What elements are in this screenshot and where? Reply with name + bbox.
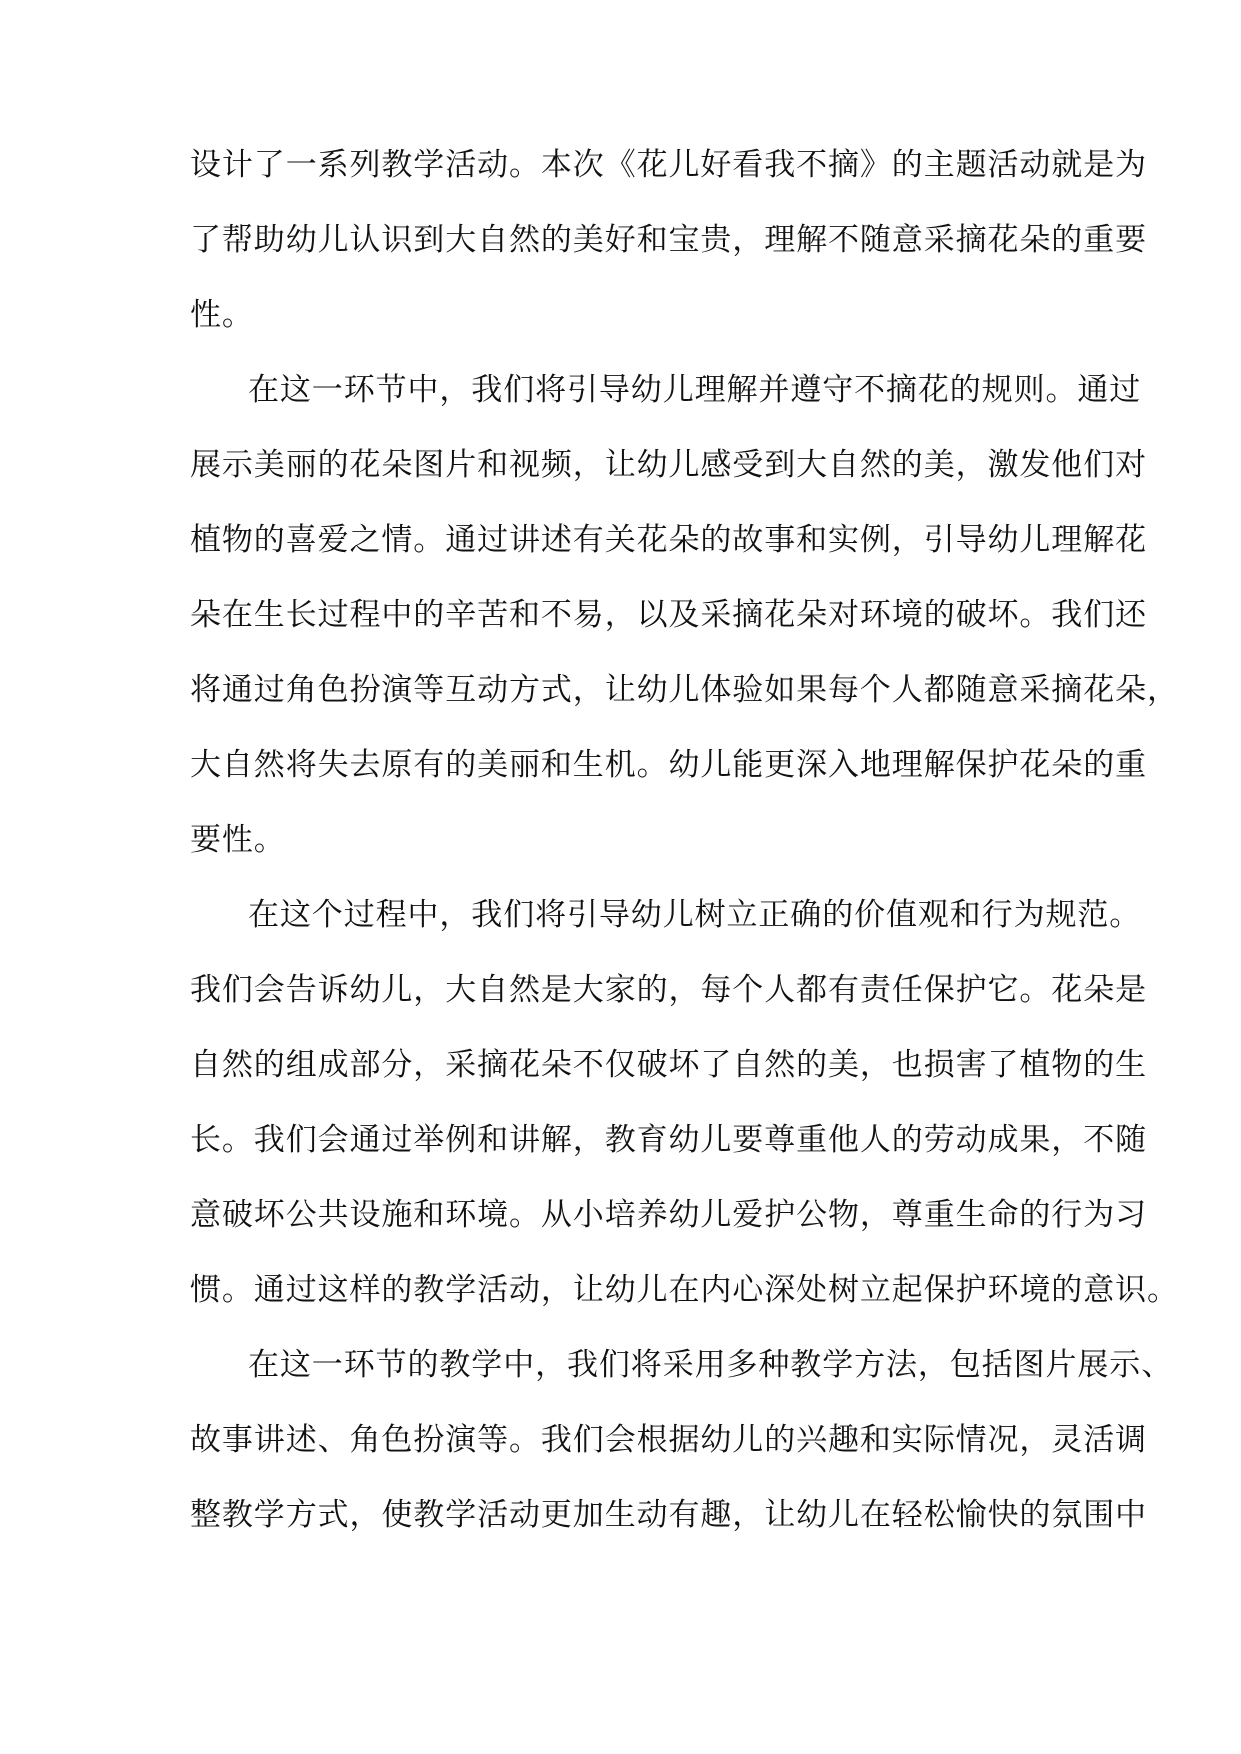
paragraph-first-line: 在这个过程中，我们将引导幼儿树立正确的价值观和行为规范。	[248, 897, 1142, 933]
text-line: 性。	[190, 297, 254, 333]
paragraph-first-line: 在这一环节的教学中，我们将采用多种教学方法，包括图片展示、	[248, 1347, 1174, 1383]
text-line: 展示美丽的花朵图片和视频，让幼儿感受到大自然的美，激发他们对	[190, 447, 1147, 483]
text-line: 整教学方式，使教学活动更加生动有趣，让幼儿在轻松愉快的氛围中	[190, 1497, 1147, 1533]
text-line: 了帮助幼儿认识到大自然的美好和宝贵，理解不随意采摘花朵的重要	[190, 222, 1147, 258]
text-line: 故事讲述、角色扮演等。我们会根据幼儿的兴趣和实际情况，灵活调	[190, 1422, 1147, 1458]
text-line: 惯。通过这样的教学活动，让幼儿在内心深处树立起保护环境的意识。	[190, 1272, 1179, 1308]
text-line: 朵在生长过程中的辛苦和不易，以及采摘花朵对环境的破坏。我们还	[190, 597, 1147, 633]
text-line: 设计了一系列教学活动。本次《花儿好看我不摘》的主题活动就是为	[190, 147, 1147, 183]
text-line: 自然的组成部分，采摘花朵不仅破坏了自然的美，也损害了植物的生	[190, 1047, 1147, 1083]
text-line: 将通过角色扮演等互动方式，让幼儿体验如果每个人都随意采摘花朵，	[190, 672, 1179, 708]
text-line: 大自然将失去原有的美丽和生机。幼儿能更深入地理解保护花朵的重	[190, 747, 1147, 783]
paragraph-first-line: 在这一环节中，我们将引导幼儿理解并遵守不摘花的规则。通过	[248, 372, 1142, 408]
text-line: 我们会告诉幼儿，大自然是大家的，每个人都有责任保护它。花朵是	[190, 972, 1147, 1008]
text-line: 长。我们会通过举例和讲解，教育幼儿要尊重他人的劳动成果，不随	[190, 1122, 1147, 1158]
text-line: 意破坏公共设施和环境。从小培养幼儿爱护公物，尊重生命的行为习	[190, 1197, 1147, 1233]
text-line: 植物的喜爱之情。通过讲述有关花朵的故事和实例，引导幼儿理解花	[190, 522, 1147, 558]
text-line: 要性。	[190, 822, 286, 858]
